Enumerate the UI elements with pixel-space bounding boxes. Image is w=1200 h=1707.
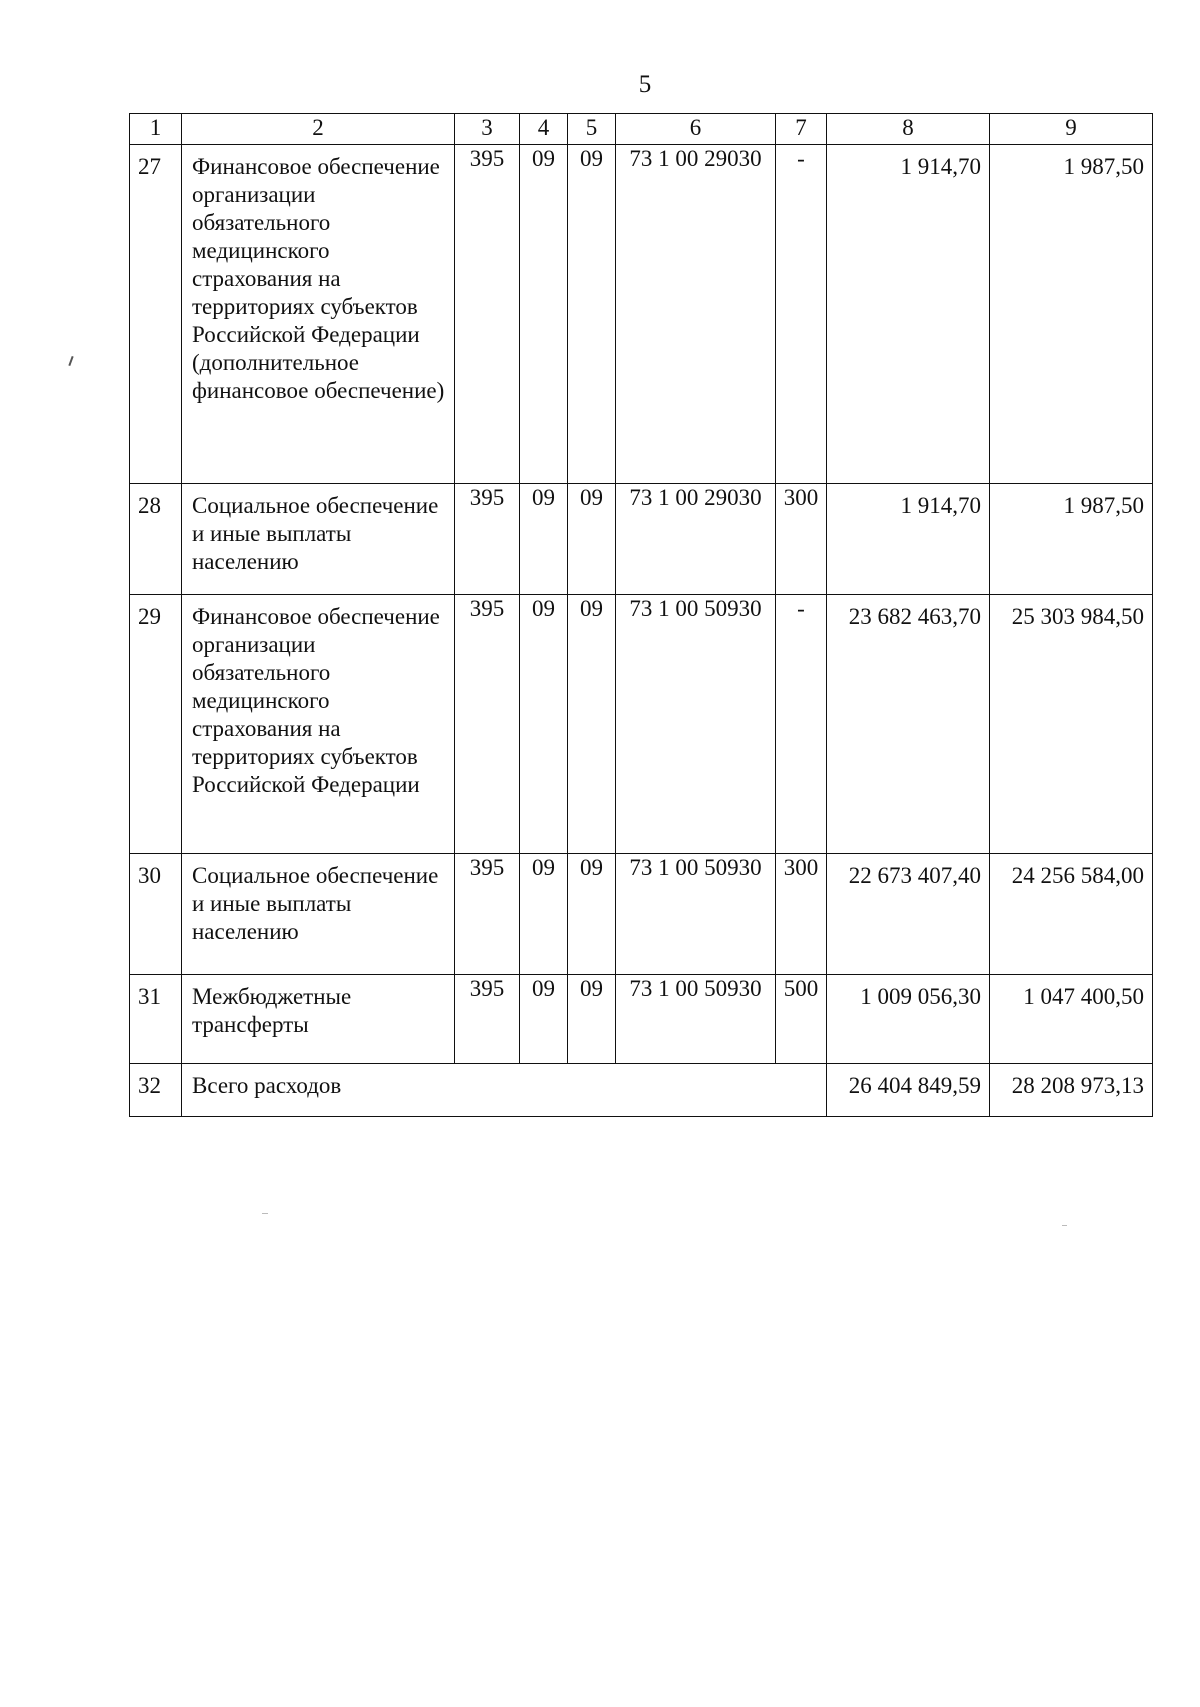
row-ministry-code: 395 [455,145,520,484]
header-cell-2: 2 [182,114,455,145]
row-name: Финансовое обеспечение организации обязательного медицинского страхования на территориях субъектов Российской Федерации (дополнительное финансовое обеспечение) [182,145,455,484]
table-row [130,484,1153,595]
row-target-item-code: 73 1 00 29030 [616,484,776,595]
row-number: 28 [130,484,182,595]
row-target-item-code: 73 1 00 50930 [616,595,776,854]
row-subsection-code: 09 [568,484,616,595]
row-target-item-code: 73 1 00 29030 [616,145,776,484]
row-amount-year-2: 1 047 400,50 [990,975,1153,1064]
row-target-item-code: 73 1 00 50930 [616,854,776,975]
total-amount-year-1: 26 404 849,59 [827,1064,990,1117]
row-amount-year-2: 1 987,50 [990,484,1153,595]
row-expense-type-code: 300 [776,854,827,975]
row-target-item-code: 73 1 00 50930 [616,975,776,1064]
scan-artifact-dot [262,1213,268,1214]
row-ministry-code: 395 [455,975,520,1064]
table-total-row [130,1064,1153,1117]
row-section-code: 09 [520,595,568,854]
row-subsection-code: 09 [568,854,616,975]
row-amount-year-2: 25 303 984,50 [990,595,1153,854]
row-number: 30 [130,854,182,975]
header-cell-8: 8 [827,114,990,145]
table-header-row [130,114,1153,145]
row-section-code: 09 [520,484,568,595]
row-ministry-code: 395 [455,854,520,975]
table-row [130,595,1153,854]
total-amount-year-2: 28 208 973,13 [990,1064,1153,1117]
row-amount-year-1: 1 914,70 [827,145,990,484]
scan-artifact-dot [1062,1225,1067,1226]
row-name: Социальное обеспечение и иные выплаты населению [182,484,455,595]
row-amount-year-1: 1 009 056,30 [827,975,990,1064]
header-cell-4: 4 [520,114,568,145]
row-number: 31 [130,975,182,1064]
expenditure-table [129,113,1153,1117]
row-ministry-code: 395 [455,595,520,854]
total-row-number: 32 [130,1064,182,1117]
header-cell-9: 9 [990,114,1153,145]
row-subsection-code: 09 [568,975,616,1064]
header-cell-5: 5 [568,114,616,145]
row-name: Финансовое обеспечение организации обязательного медицинского страхования на территориях субъектов Российской Федерации [182,595,455,854]
row-amount-year-1: 22 673 407,40 [827,854,990,975]
row-expense-type-code: - [776,595,827,854]
header-cell-6: 6 [616,114,776,145]
table-row [130,975,1153,1064]
table-row [130,145,1153,484]
row-expense-type-code: 500 [776,975,827,1064]
scan-artifact-mark [68,356,73,366]
header-cell-7: 7 [776,114,827,145]
table-row [130,854,1153,975]
row-expense-type-code: - [776,145,827,484]
row-subsection-code: 09 [568,595,616,854]
header-cell-3: 3 [455,114,520,145]
header-cell-1: 1 [130,114,182,145]
row-name: Межбюджетные трансферты [182,975,455,1064]
row-amount-year-1: 1 914,70 [827,484,990,595]
row-number: 27 [130,145,182,484]
row-number: 29 [130,595,182,854]
row-amount-year-1: 23 682 463,70 [827,595,990,854]
row-subsection-code: 09 [568,145,616,484]
row-section-code: 09 [520,854,568,975]
total-label: Всего расходов [182,1064,827,1117]
row-amount-year-2: 24 256 584,00 [990,854,1153,975]
row-section-code: 09 [520,975,568,1064]
row-expense-type-code: 300 [776,484,827,595]
page-number: 5 [638,71,652,98]
row-section-code: 09 [520,145,568,484]
row-name: Социальное обеспечение и иные выплаты населению [182,854,455,975]
row-amount-year-2: 1 987,50 [990,145,1153,484]
row-ministry-code: 395 [455,484,520,595]
